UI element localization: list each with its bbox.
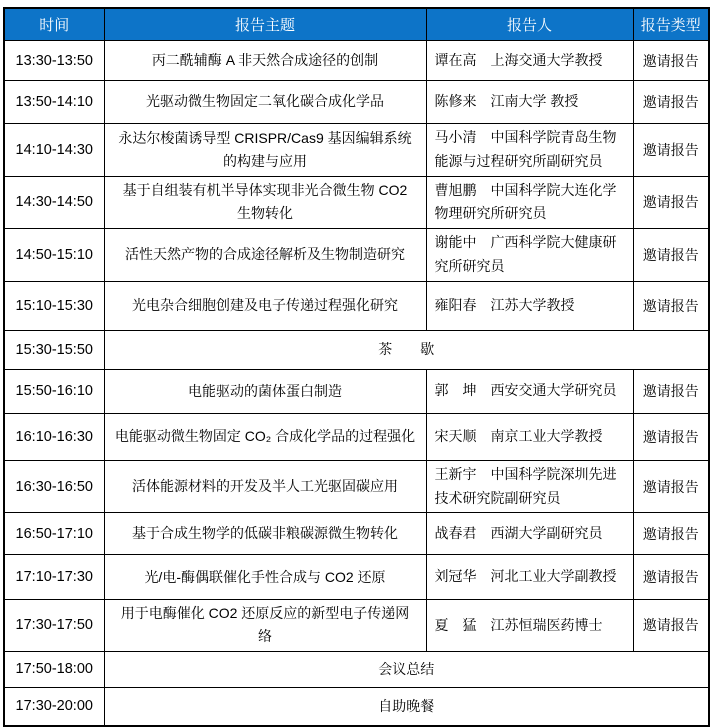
table-row [4,176,709,229]
table-row [4,600,709,651]
speaker-cell: 曹旭鹏 中国科学院大连化学物理研究所研究员 [426,176,633,229]
table-row [4,413,709,460]
speaker-cell: 刘冠华 河北工业大学副教授 [426,555,633,600]
header-type: 报告类型 [633,8,709,41]
report-type-cell: 邀请报告 [633,460,709,513]
topic-cell: 丙二酰辅酶 A 非天然合成途径的创制 [104,41,426,81]
table-row [4,41,709,81]
time-cell: 14:50-15:10 [4,229,104,282]
table-row [4,460,709,513]
topic-cell: 基于合成生物学的低碳非粮碳源微生物转化 [104,513,426,555]
report-type-cell: 邀请报告 [633,176,709,229]
time-cell: 17:30-20:00 [4,687,104,726]
time-cell: 14:30-14:50 [4,176,104,229]
topic-cell: 活体能源材料的开发及半人工光驱固碳应用 [104,460,426,513]
time-cell: 16:30-16:50 [4,460,104,513]
speaker-cell: 宋天顺 南京工业大学教授 [426,413,633,460]
table-row [4,330,709,369]
header-speaker: 报告人 [426,8,633,41]
topic-cell: 用于电酶催化 CO2 还原反应的新型电子传递网络 [104,600,426,651]
table-row [4,81,709,124]
report-type-cell: 邀请报告 [633,124,709,177]
topic-cell: 光/电-酶偶联催化手性合成与 CO2 还原 [104,555,426,600]
report-type-cell: 邀请报告 [633,81,709,124]
report-type-cell: 邀请报告 [633,600,709,651]
speaker-cell: 陈修来 江南大学 教授 [426,81,633,124]
speaker-cell: 雍阳春 江苏大学教授 [426,281,633,330]
report-type-cell: 邀请报告 [633,413,709,460]
time-cell: 17:50-18:00 [4,651,104,687]
time-cell: 15:30-15:50 [4,330,104,369]
time-cell: 16:50-17:10 [4,513,104,555]
time-cell: 17:10-17:30 [4,555,104,600]
table-row [4,555,709,600]
report-type-cell: 邀请报告 [633,229,709,282]
topic-cell: 活性天然产物的合成途径解析及生物制造研究 [104,229,426,282]
speaker-cell: 谭在高 上海交通大学教授 [426,41,633,81]
time-cell: 15:50-16:10 [4,369,104,413]
speaker-cell: 战春君 西湖大学副研究员 [426,513,633,555]
header-topic: 报告主题 [104,8,426,41]
topic-cell: 电能驱动的菌体蛋白制造 [104,369,426,413]
table-row [4,513,709,555]
schedule-body [4,41,709,727]
topic-cell: 电能驱动微生物固定 CO₂ 合成化学品的过程强化 [104,413,426,460]
time-cell: 13:50-14:10 [4,81,104,124]
merged-event-cell: 自助晚餐 [104,687,709,726]
table-header [4,8,709,41]
table-row [4,124,709,177]
speaker-cell: 王新宇 中国科学院深圳先进技术研究院副研究员 [426,460,633,513]
report-type-cell: 邀请报告 [633,41,709,81]
speaker-cell: 夏 猛 江苏恒瑞医药博士 [426,600,633,651]
report-type-cell: 邀请报告 [633,369,709,413]
report-type-cell: 邀请报告 [633,281,709,330]
table-row [4,281,709,330]
time-cell: 15:10-15:30 [4,281,104,330]
time-cell: 16:10-16:30 [4,413,104,460]
time-cell: 14:10-14:30 [4,124,104,177]
report-type-cell: 邀请报告 [633,555,709,600]
speaker-cell: 谢能中 广西科学院大健康研究所研究员 [426,229,633,282]
header-time: 时间 [4,8,104,41]
conference-schedule-table [3,7,710,727]
table-row [4,687,709,726]
report-type-cell: 邀请报告 [633,513,709,555]
topic-cell: 光驱动微生物固定二氧化碳合成化学品 [104,81,426,124]
topic-cell: 光电杂合细胞创建及电子传递过程强化研究 [104,281,426,330]
time-cell: 13:30-13:50 [4,41,104,81]
time-cell: 17:30-17:50 [4,600,104,651]
table-row [4,369,709,413]
table-row [4,651,709,687]
speaker-cell: 郭 坤 西安交通大学研究员 [426,369,633,413]
merged-event-cell: 会议总结 [104,651,709,687]
table-row [4,229,709,282]
topic-cell: 永达尔梭菌诱导型 CRISPR/Cas9 基因编辑系统的构建与应用 [104,124,426,177]
header-row [4,8,709,41]
merged-event-cell: 茶 歇 [104,330,709,369]
topic-cell: 基于自组装有机半导体实现非光合微生物 CO2 生物转化 [104,176,426,229]
speaker-cell: 马小清 中国科学院青岛生物能源与过程研究所副研究员 [426,124,633,177]
